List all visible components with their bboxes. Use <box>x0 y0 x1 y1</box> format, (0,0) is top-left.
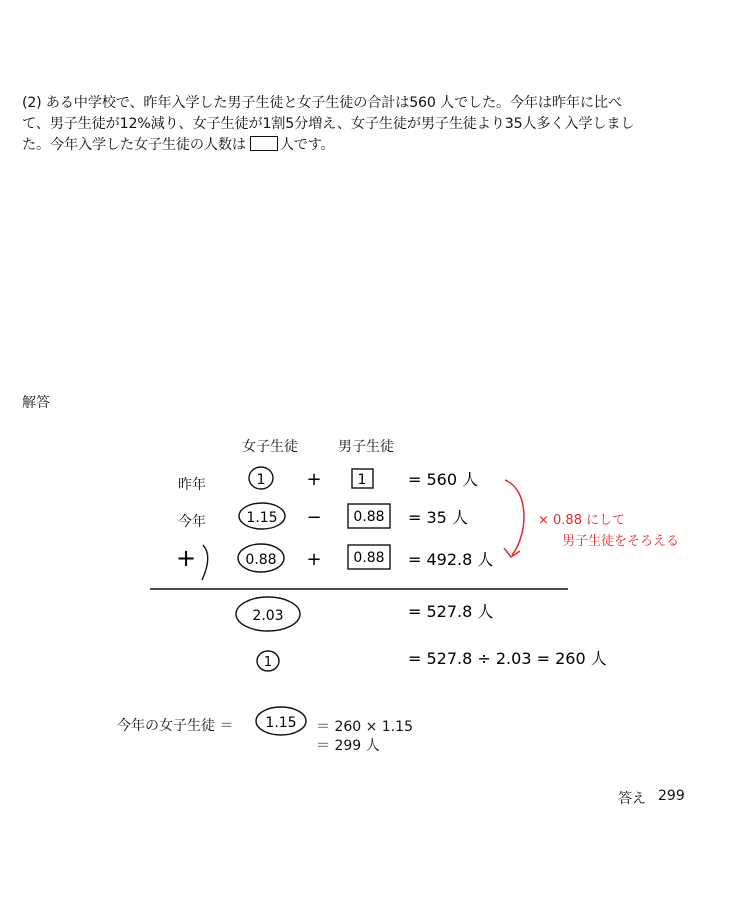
result-label: 今年の女子生徒 ＝ <box>117 718 234 734</box>
girls-sum: 2.03 <box>252 608 284 624</box>
girls-unit: 1 <box>263 655 273 670</box>
girls-ratio-row2: 1.15 <box>246 510 278 526</box>
annotation-line-1: × 0.88 にして <box>538 513 626 528</box>
rhs-row1: = 560 人 <box>408 470 479 489</box>
solution-heading: 解答 <box>22 395 50 411</box>
result-line-2: ＝ 299 人 <box>316 738 380 754</box>
operator-row2: − <box>306 507 322 528</box>
final-rhs: = 527.8 ÷ 2.03 = 260 人 <box>408 649 607 668</box>
girls-ratio-row3: 0.88 <box>245 552 277 568</box>
annotation-line-2: 男子生徒をそろえる <box>562 534 680 549</box>
result-line-1: ＝ 260 × 1.15 <box>316 719 413 735</box>
answer-value: 299 <box>658 788 685 804</box>
problem-line-2: て、男子生徒が12%減り、女子生徒が1割5分増え、女子生徒が男子生徒より35人多く入学しまし <box>22 116 635 132</box>
result-girls-ratio: 1.15 <box>265 715 297 731</box>
add-bracket <box>202 545 208 580</box>
answer-label: 答え <box>618 791 646 807</box>
row-label-this-year: 今年 <box>178 514 206 530</box>
problem-line-1: (2) ある中学校で、昨年入学した男子生徒と女子生徒の合計は560 人でした。今年は昨年に比べ <box>22 95 622 111</box>
column-header-girls: 女子生徒 <box>242 439 298 455</box>
column-header-boys: 男子生徒 <box>338 439 394 455</box>
red-arrowhead <box>504 548 520 557</box>
boys-ratio-row1: 1 <box>357 472 367 488</box>
girls-ratio-row1: 1 <box>256 472 266 488</box>
row-label-last-year: 昨年 <box>178 477 206 493</box>
rhs-row3: = 492.8 人 <box>408 550 494 569</box>
operator-row3: + <box>306 549 322 570</box>
rhs-row2: = 35 人 <box>408 508 468 527</box>
add-sign-row3: + <box>175 544 197 572</box>
boys-ratio-row3: 0.88 <box>353 550 385 566</box>
operator-row1: + <box>306 469 322 490</box>
problem-line-3-after: 人です。 <box>279 137 335 153</box>
red-arrow <box>505 480 524 555</box>
boys-ratio-row2: 0.88 <box>353 509 385 525</box>
problem-line-3-before: た。今年入学した女子生徒の人数は <box>22 137 246 153</box>
sum-rhs: = 527.8 人 <box>408 602 494 621</box>
